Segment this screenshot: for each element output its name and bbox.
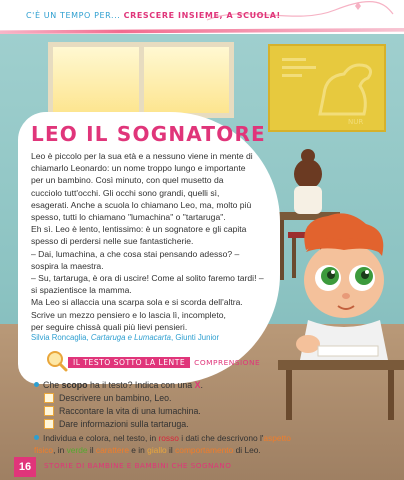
article-line: Ma Leo si allaccia una scarpa sola e si scorda dell'altra.: [31, 297, 243, 308]
article-line: sospira la maestra.: [31, 260, 104, 271]
source-title: Cartaruga e Lumacarta: [90, 333, 171, 342]
bullet-icon: [34, 435, 39, 440]
header-prefix: C'È UN TEMPO PER...: [26, 11, 121, 20]
article-line: chiamarlo Leonardo: un nome troppo lungo e importante: [31, 163, 246, 174]
article-source: [31, 333, 219, 342]
article-line: spesso, tutti lo chiamano "lumachina" o "tartaruga".: [31, 212, 226, 223]
article-line: Scrive un mezzo pensiero e lo lascia lì, incompleto,: [31, 309, 226, 320]
article-line: Leo è piccolo per la sua età e a nessuno viene in mente di: [31, 151, 253, 161]
question-1: Che scopo ha il testo? Indica con una X.: [34, 380, 203, 390]
article-line: – Dai, lumachina, a che cosa stai pensando adesso? –: [31, 248, 240, 259]
question-2: Individua e colora, nel testo, in rosso i dati che descrivono l'aspetto fisico, in verde il carattere e in giallo il comportamento di Leo.: [34, 433, 291, 455]
magnifier-icon: [46, 350, 68, 372]
section-tab-label: IL TESTO SOTTO LA LENTE: [68, 357, 190, 368]
section-tab-sub: COMPRENSIONE: [194, 357, 261, 367]
poster-text: NUR: [348, 118, 364, 126]
source-publisher: , Giunti Junior: [171, 333, 220, 342]
option-3[interactable]: [44, 419, 189, 429]
article-line: esagerati. Anche a scuola lo chiamano Leo, ma, molto più: [31, 199, 252, 210]
option-label: Raccontare la vita di una lumachina.: [59, 406, 201, 416]
article-line: spesso di perdersi nelle sue fantasticherie.: [31, 236, 194, 247]
x-mark: X: [194, 380, 201, 390]
bullet-icon: [34, 382, 39, 387]
header-main: CRESCERE INSIEME, A SCUOLA!: [123, 11, 281, 20]
section-tab: [68, 356, 260, 368]
option-label: Descrivere un bambino, Leo.: [59, 393, 172, 403]
article-line: cucciolo tutt'occhi. Gli occhi sono grandi, quelli sì,: [31, 187, 220, 198]
article-line: – Su, tartaruga, è ora di uscire! Come al solito faremo tardi! –: [31, 273, 264, 284]
source-author: Silvia Roncaglia,: [31, 333, 91, 342]
article-line: Eh sì. Leo è lento, lentissimo: è un sognatore e gli capita: [31, 224, 247, 235]
article-line: si spazientisce la mamma.: [31, 285, 132, 296]
page-number: 16: [14, 457, 36, 477]
article-line: per un bambino. Così minuto, con quel musetto da: [31, 175, 224, 186]
header-text: [26, 11, 281, 20]
option-1[interactable]: [44, 393, 171, 403]
checkbox[interactable]: [44, 419, 54, 429]
dinosaur-poster: [268, 44, 386, 132]
checkbox[interactable]: [44, 393, 54, 403]
question-keyword: scopo: [61, 380, 88, 390]
footer-title: STORIE DI BAMBINE E BAMBINI CHE SOGNANO: [44, 461, 232, 470]
checkbox[interactable]: [44, 406, 54, 416]
article-title: LEO IL SOGNATORE: [31, 122, 266, 146]
article-line: per seguire chissà quali più lievi pensieri.: [31, 321, 188, 332]
window: [48, 42, 234, 118]
dinosaur-icon: [310, 54, 382, 126]
boy-leo-icon: [278, 210, 404, 420]
option-2[interactable]: [44, 406, 201, 416]
option-label: Dare informazioni sulla tartaruga.: [59, 419, 189, 429]
page-header: [0, 0, 404, 32]
article-body: [31, 150, 289, 333]
